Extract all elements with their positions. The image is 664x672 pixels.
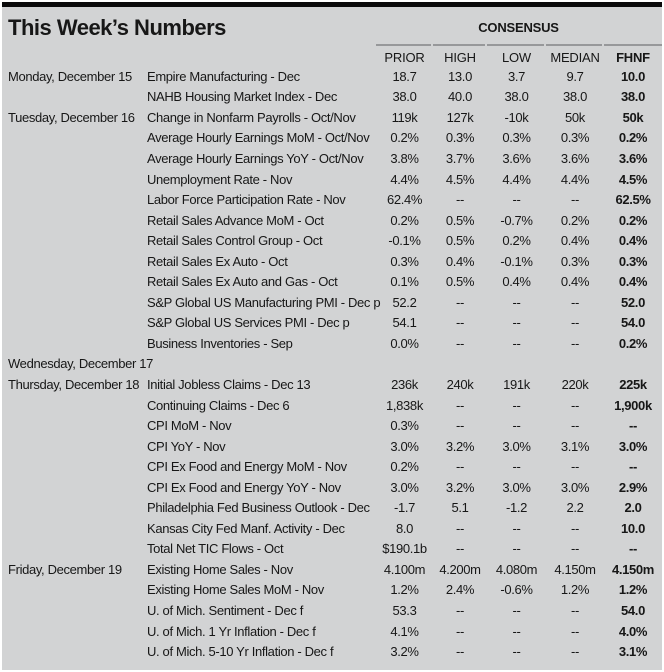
value-cell-low: -0.6%	[500, 582, 533, 598]
column-header-median: MEDIAN	[550, 50, 600, 65]
table-row	[2, 539, 662, 560]
value-cell-high: --	[456, 315, 464, 331]
indicator-label: Retail Sales Control Group - Oct	[147, 233, 323, 249]
value-cell-low: 4.080m	[495, 561, 538, 577]
column-header-fhnf: FHNF	[616, 50, 650, 65]
value-cell-high: --	[456, 623, 464, 639]
value-cell-low: 191k	[503, 376, 530, 392]
value-cell-low: --	[512, 335, 521, 351]
indicator-label: Empire Manufacturing - Dec	[147, 68, 300, 84]
indicator-label: CPI YoY - Nov	[147, 438, 226, 454]
value-cell-high: 2.4%	[445, 582, 475, 598]
indicator-label: Business Inventories - Sep	[147, 335, 293, 351]
value-cell-prior: 0.0%	[390, 335, 419, 351]
value-cell-median: --	[571, 335, 579, 351]
value-cell-prior: 3.8%	[390, 150, 419, 166]
value-cell-median: --	[571, 541, 579, 557]
value-cell-low: -0.1%	[500, 253, 533, 269]
value-cell-fhnf: 3.0%	[618, 438, 648, 454]
value-cell-fhnf: --	[629, 541, 637, 557]
day-label: Tuesday, December 16	[8, 109, 135, 125]
value-cell-median: --	[571, 192, 579, 208]
value-cell-fhnf: 0.3%	[618, 253, 648, 269]
value-cell-high: 0.4%	[445, 253, 475, 269]
value-cell-low: 3.7	[507, 68, 526, 84]
value-cell-fhnf: 4.5%	[618, 171, 648, 187]
value-cell-median: --	[571, 623, 579, 639]
value-cell-prior: 1,838k	[386, 397, 423, 413]
table-row	[2, 148, 662, 169]
value-cell-prior: -1.7	[393, 500, 415, 516]
value-cell-fhnf: 0.4%	[618, 233, 648, 249]
value-cell-fhnf: 4.0%	[618, 623, 648, 639]
indicator-label: Unemployment Rate - Nov	[147, 171, 293, 187]
value-cell-median: --	[571, 315, 579, 331]
table-row	[2, 641, 662, 662]
value-cell-high: --	[456, 520, 464, 536]
table-row	[2, 230, 662, 251]
value-cell-prior: 0.2%	[390, 459, 419, 475]
header-rule-segment	[433, 44, 485, 46]
value-cell-fhnf: 0.2%	[618, 212, 648, 228]
value-cell-median: 3.0%	[560, 479, 590, 495]
day-label: Monday, December 15	[8, 68, 132, 84]
value-cell-low: --	[512, 459, 521, 475]
value-cell-median: --	[571, 520, 579, 536]
header-rule-segment	[376, 44, 431, 46]
value-cell-fhnf: 3.6%	[618, 150, 648, 166]
value-cell-prior: 0.1%	[390, 274, 419, 290]
indicator-label: U. of Mich. 5-10 Yr Inflation - Dec f	[147, 644, 334, 660]
value-cell-prior: 0.2%	[390, 212, 419, 228]
indicator-label: Retail Sales Ex Auto - Oct	[147, 253, 288, 269]
indicator-label: S&P Global US Manufacturing PMI - Dec p	[147, 294, 381, 310]
value-cell-median: --	[571, 644, 579, 660]
value-cell-high: 4.5%	[445, 171, 475, 187]
value-cell-low: -10k	[504, 109, 529, 125]
value-cell-low: 3.0%	[502, 479, 531, 495]
value-cell-median: 1.2%	[560, 582, 590, 598]
value-cell-fhnf: 1.2%	[618, 582, 648, 598]
indicator-label: Initial Jobless Claims - Dec 13	[147, 376, 311, 392]
value-cell-fhnf: 54.0	[621, 315, 645, 331]
value-cell-low: --	[512, 418, 521, 434]
indicator-label: Labor Force Participation Rate - Nov	[147, 192, 346, 208]
indicator-label: Total Net TIC Flows - Oct	[147, 541, 284, 557]
value-cell-median: --	[571, 602, 579, 618]
value-cell-fhnf: 4.150m	[612, 561, 654, 577]
table-row	[2, 477, 662, 498]
value-cell-low: 38.0	[504, 89, 529, 105]
table-row	[2, 313, 662, 334]
value-cell-high: 0.5%	[445, 212, 475, 228]
day-label: Thursday, December 18	[8, 376, 140, 392]
value-cell-high: 240k	[446, 376, 474, 392]
value-cell-median: --	[571, 294, 579, 310]
indicator-label: U. of Mich. Sentiment - Dec f	[147, 602, 304, 618]
indicator-label: Existing Home Sales - Nov	[147, 561, 293, 577]
table-row	[2, 559, 662, 580]
value-cell-median: 3.1%	[560, 438, 590, 454]
indicator-label: Existing Home Sales MoM - Nov	[147, 582, 324, 598]
indicator-label: NAHB Housing Market Index - Dec	[147, 89, 338, 105]
value-cell-low: 0.4%	[502, 274, 531, 290]
table-row	[2, 66, 662, 87]
value-cell-fhnf: 10.0	[621, 520, 645, 536]
value-cell-prior: 0.3%	[390, 418, 419, 434]
value-cell-high: 3.7%	[445, 150, 475, 166]
table-row	[2, 456, 662, 477]
table-row	[2, 621, 662, 642]
value-cell-low: --	[512, 397, 521, 413]
value-cell-low: --	[512, 294, 521, 310]
value-cell-low: --	[512, 192, 521, 208]
value-cell-prior: 4.1%	[390, 623, 419, 639]
value-cell-median: --	[571, 397, 579, 413]
column-header-high: HIGH	[444, 50, 476, 65]
value-cell-fhnf: 2.0	[624, 500, 642, 516]
indicator-label: U. of Mich. 1 Yr Inflation - Dec f	[147, 623, 316, 639]
value-cell-low: 0.3%	[502, 130, 531, 146]
value-cell-high: --	[456, 418, 464, 434]
value-cell-median: 4.150m	[554, 561, 596, 577]
value-cell-fhnf: 62.5%	[615, 192, 651, 208]
value-cell-high: 0.5%	[445, 233, 475, 249]
value-cell-low: --	[512, 602, 521, 618]
table-row	[2, 354, 662, 375]
value-cell-low: 0.2%	[502, 233, 531, 249]
indicator-label: Average Hourly Earnings YoY - Oct/Nov	[147, 150, 364, 166]
value-cell-high: 3.2%	[445, 479, 475, 495]
indicator-label: CPI MoM - Nov	[147, 418, 232, 434]
value-cell-low: --	[512, 315, 521, 331]
value-cell-prior: 8.0	[395, 520, 414, 536]
value-cell-median: 50k	[565, 109, 585, 125]
indicator-label: Change in Nonfarm Payrolls - Oct/Nov	[147, 109, 356, 125]
value-cell-low: --	[512, 520, 521, 536]
value-cell-fhnf: 50k	[622, 109, 644, 125]
table-row	[2, 169, 662, 190]
value-cell-prior: 53.3	[392, 602, 417, 618]
table-panel	[2, 7, 662, 670]
table-row	[2, 292, 662, 313]
value-cell-high: 0.3%	[445, 130, 475, 146]
value-cell-fhnf: 0.2%	[618, 335, 648, 351]
table-row	[2, 436, 662, 457]
value-cell-high: 4.200m	[439, 561, 481, 577]
value-cell-high: --	[456, 644, 464, 660]
indicator-label: Retail Sales Advance MoM - Oct	[147, 212, 324, 228]
value-cell-high: 5.1	[451, 500, 469, 516]
value-cell-high: --	[456, 335, 464, 351]
value-cell-fhnf: 38.0	[621, 89, 645, 105]
value-cell-high: 40.0	[448, 89, 472, 105]
indicator-label: Retail Sales Ex Auto and Gas - Oct	[147, 274, 338, 290]
table-row	[2, 333, 662, 354]
value-cell-high: --	[456, 602, 464, 618]
value-cell-high: --	[456, 397, 464, 413]
value-cell-prior: 3.2%	[390, 644, 419, 660]
value-cell-low: -0.7%	[500, 212, 533, 228]
table-row	[2, 107, 662, 128]
indicator-label: S&P Global US Services PMI - Dec p	[147, 315, 350, 331]
value-cell-prior: $190.1b	[382, 541, 427, 557]
value-cell-high: 0.5%	[445, 274, 475, 290]
value-cell-fhnf: 2.9%	[618, 479, 648, 495]
indicator-label: CPI Ex Food and Energy MoM - Nov	[147, 459, 347, 475]
value-cell-low: --	[512, 644, 521, 660]
table-row	[2, 210, 662, 231]
value-cell-prior: 4.100m	[383, 561, 426, 577]
value-cell-prior: 0.3%	[390, 253, 419, 269]
header-rule-segment	[487, 44, 544, 46]
table-body	[2, 66, 662, 662]
value-cell-median: 0.3%	[560, 130, 590, 146]
value-cell-low: 3.6%	[502, 150, 531, 166]
value-cell-fhnf: 0.4%	[618, 274, 648, 290]
value-cell-high: 13.0	[448, 68, 472, 84]
value-cell-prior: 236k	[391, 376, 418, 392]
value-cell-fhnf: --	[629, 418, 637, 434]
value-cell-prior: 54.1	[392, 315, 417, 331]
consensus-group-header: CONSENSUS	[478, 20, 559, 35]
value-cell-prior: 1.2%	[390, 582, 419, 598]
value-cell-median: 4.4%	[560, 171, 590, 187]
value-cell-high: 127k	[446, 109, 474, 125]
header-rule-segment	[546, 44, 602, 46]
indicator-label: Philadelphia Fed Business Outlook - Dec	[147, 500, 370, 516]
table-row	[2, 189, 662, 210]
value-cell-low: --	[512, 541, 521, 557]
table-row	[2, 518, 662, 539]
value-cell-median: 0.4%	[560, 274, 590, 290]
table-row	[2, 497, 662, 518]
value-cell-fhnf: 52.0	[621, 294, 645, 310]
value-cell-prior: 3.0%	[390, 438, 419, 454]
value-cell-fhnf: 0.2%	[618, 130, 648, 146]
value-cell-fhnf: --	[629, 459, 637, 475]
table-row	[2, 87, 662, 108]
header-rule-segment	[604, 44, 662, 46]
value-cell-prior: 3.0%	[390, 479, 419, 495]
value-cell-median: 9.7	[566, 68, 584, 84]
value-cell-fhnf: 54.0	[621, 602, 645, 618]
value-cell-median: --	[571, 459, 579, 475]
value-cell-high: --	[456, 541, 464, 557]
value-cell-high: --	[456, 459, 464, 475]
value-cell-fhnf: 225k	[619, 376, 647, 392]
value-cell-median: 38.0	[563, 89, 587, 105]
day-label: Friday, December 19	[8, 561, 122, 577]
value-cell-high: --	[456, 192, 464, 208]
value-cell-median: --	[571, 418, 579, 434]
indicator-label: CPI Ex Food and Energy YoY - Nov	[147, 479, 341, 495]
indicator-label: Average Hourly Earnings MoM - Oct/Nov	[147, 130, 370, 146]
indicator-label: Continuing Claims - Dec 6	[147, 397, 290, 413]
value-cell-low: --	[512, 623, 521, 639]
value-cell-low: -1.2	[505, 500, 527, 516]
value-cell-prior: 119k	[391, 109, 418, 125]
value-cell-fhnf: 10.0	[621, 68, 645, 84]
value-cell-fhnf: 3.1%	[618, 644, 648, 660]
value-cell-low: 3.0%	[502, 438, 531, 454]
value-cell-prior: 0.2%	[390, 130, 419, 146]
value-cell-median: 2.2	[566, 500, 584, 516]
column-header-low: LOW	[501, 50, 531, 65]
day-label: Wednesday, December 17	[8, 356, 154, 372]
value-cell-prior: 52.2	[392, 294, 417, 310]
indicator-label: Kansas City Fed Manf. Activity - Dec	[147, 520, 345, 536]
table-row	[2, 251, 662, 272]
value-cell-high: --	[456, 294, 464, 310]
value-cell-prior: 4.4%	[390, 171, 419, 187]
value-cell-median: 0.2%	[560, 212, 590, 228]
table-row	[2, 415, 662, 436]
value-cell-prior: -0.1%	[388, 233, 421, 249]
column-header-prior: PRIOR	[384, 50, 425, 65]
value-cell-median: 3.6%	[560, 150, 590, 166]
page-title: This Week’s Numbers	[8, 15, 226, 40]
value-cell-low: 4.4%	[502, 171, 531, 187]
value-cell-prior: 18.7	[392, 68, 417, 84]
value-cell-median: 0.3%	[560, 253, 590, 269]
table-row	[2, 128, 662, 149]
table-row	[2, 580, 662, 601]
value-cell-fhnf: 1,900k	[614, 397, 652, 413]
table-row	[2, 271, 662, 292]
value-cell-prior: 38.0	[392, 89, 417, 105]
table-row	[2, 600, 662, 621]
value-cell-prior: 62.4%	[386, 192, 423, 208]
value-cell-median: 220k	[561, 376, 589, 392]
value-cell-high: 3.2%	[445, 438, 475, 454]
table-row	[2, 374, 662, 395]
value-cell-median: 0.4%	[560, 233, 590, 249]
table-row	[2, 395, 662, 416]
